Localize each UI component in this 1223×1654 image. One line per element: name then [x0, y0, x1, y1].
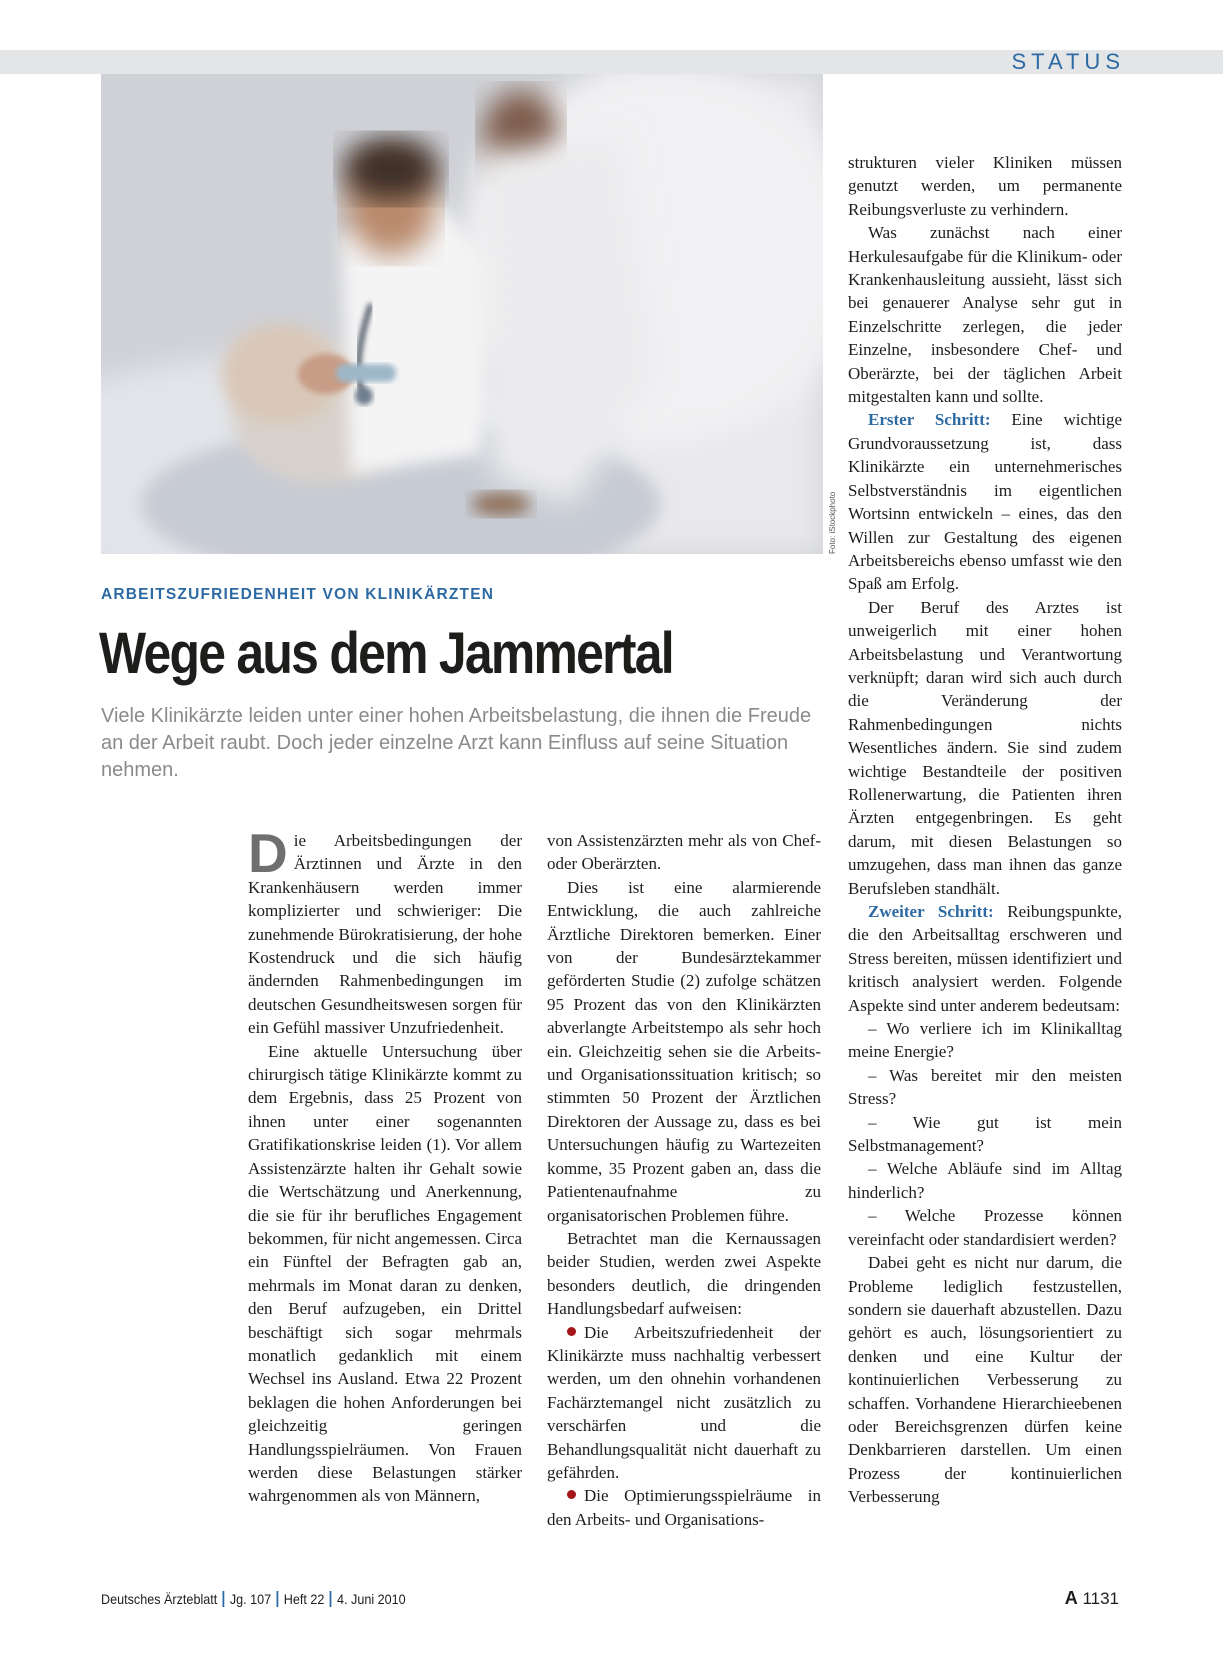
question-item: – Welche Prozesse können vereinfacht oder standardisiert werden?: [848, 1206, 1122, 1249]
paragraph-text: Reibungspunkte, die den Arbeitsalltag erschweren und Stress bereiten, müssen identifiziert und kritisch analysiert werden. Folgende Aspekte sind unter anderem bedeutsam:: [848, 902, 1122, 1015]
journal-volume: Jg. 107: [229, 1591, 272, 1607]
bullet-dot-icon: [567, 1490, 576, 1499]
paragraph: [848, 408, 1122, 595]
paragraph: [248, 822, 522, 1040]
photo-credit: [826, 490, 838, 554]
paragraph: Eine aktuelle Untersuchung über chirurgisch tätige Klinikärzte kommt zu dem Ergebnis, dass 25 Prozent von ihnen unter einer sogenannten Gratifikationskrise leiden (1). Vor allem Assistenzärzte halten ihr Gehalt sowie die Wertschätzung und Anerkennung, die sie für ihr berufliches Engagement bekommen, für nicht angemessen. Circa ein Fünftel der Befragten gab an, mehrmals im Monat daran zu denken, den Beruf aufzugeben, ein Drittel beschäftigt sich sogar mehrmals monatlich gedanklich mit einem Wechsel ins Ausland. Etwa 22 Prozent beklagen die hohen Anforderungen bei gleichzeitig geringen Handlungsspielräumen. Von Frauen werden diese Belastungen stärker wahrgenommen als von Männern,: [248, 1041, 522, 1506]
paragraph: Betrachtet man die Kernaussagen beider Studien, werden zwei Aspekte besonders deutlich, die dringenden Handlungsbedarf aufweisen:: [547, 1228, 821, 1319]
paragraph: strukturen vieler Kliniken müssen genutzt werden, um permanente Reibungsverluste zu verhindern.: [848, 153, 1122, 219]
question-item: – Wo verliere ich im Klinikalltag meine Energie?: [848, 1019, 1122, 1062]
bullet-item: [547, 1321, 821, 1485]
step-label: Erster Schritt:: [868, 410, 991, 430]
article-headline: Wege aus dem Jammertal: [99, 621, 673, 686]
footer-separator: [330, 1591, 332, 1607]
bullet-item: [547, 1484, 821, 1531]
journal-name: Deutsches Ärzteblatt: [101, 1591, 218, 1607]
footer-separator: [223, 1591, 225, 1607]
journal-issue: Heft 22: [283, 1591, 325, 1607]
article-kicker: ARBEITSZUFRIEDENHEIT VON KLINIKÄRZTEN: [101, 586, 495, 603]
paragraph-text: ie Arbeitsbedingungen der Ärztinnen und Ärzte in den Krankenhäusern werden immer komplizierter und schwieriger: Die zunehmende Bürokratisierung, der hohe Kostendruck und die sich häufig ändernden Rahmenbedingungen im deutschen Gesundheitswesen sorgen für ein Gefühl massiver Unzufriedenheit.: [248, 831, 522, 1038]
step-label: Zweiter Schritt:: [868, 902, 994, 921]
page-footer: [101, 1591, 406, 1607]
text-column-1: [248, 822, 522, 1508]
dropcap: D: [248, 822, 288, 884]
question-item: – Was bereitet mir den meisten Stress?: [848, 1065, 1122, 1109]
paragraph: Dabei geht es nicht nur darum, die Probleme lediglich festzustellen, sondern sie dauerhaft abzustellen. Dazu gehört es auch, lösungsorientiert zu denken und eine Kultur der kontinuierlichen Verbesserung zu schaffen. Vorhandene Hierarchieebenen oder Bereichsgrenzen dürfen keine Denkbarrieren darstellen. Um einen Prozess der kontinuierlichen Verbesserung: [848, 1253, 1122, 1507]
paragraph: Was zunächst nach einer Herkulesaufgabe für die Klinikum- oder Krankenhausleitung aussieht, lässt sich bei genauerer Analyse sehr gut in Einzelschritte zerlegen, die jeder Einzelne, insbesondere Chef- und Oberärzte, bei der täglichen Arbeit mitgestalten kann und sollte.: [848, 223, 1122, 407]
paragraph: [848, 900, 1122, 1017]
question-item: – Welche Abläufe sind im Alltag hinderlich?: [848, 1159, 1122, 1202]
page-number: [1065, 1588, 1119, 1609]
text-column-2: [547, 829, 821, 1531]
journal-date: 4. Juni 2010: [337, 1591, 406, 1607]
article-photo: [101, 74, 823, 554]
text-column-3: [848, 151, 1122, 1509]
bullet-dot-icon: [567, 1327, 576, 1336]
footer-separator: [277, 1591, 279, 1607]
photo-illustration: [101, 74, 823, 554]
article-lead: Viele Klinikärzte leiden unter einer hohen Arbeitsbelastung, die ihnen die Freude an der Arbeit raubt. Doch jeder einzelne Arzt kann Einfluss auf seine Situation nehmen.: [101, 705, 812, 781]
paragraph: Der Beruf des Arztes ist unweigerlich mit einer hohen Arbeitsbelastung und Verantwortung verknüpft; daran wird sich auch durch die Veränderung der Rahmenbedingungen nichts Wesentliches ändern. Sie sind zudem wichtige Bestandteile der positiven Rollenerwartung, die Patienten ihren Ärzten entgegenbringen. Es geht darum, mit diesen Belastungen so umzugehen, dass man ihnen das ganze Berufsleben standhält.: [848, 597, 1122, 898]
paragraph-text: Eine wichtige Grundvoraussetzung ist, dass Klinikärzte ein unternehmerisches Selbstverständnis im eigentlichen Wortsinn entwickeln – eines, das den Willen zur Gestaltung des eigenen Arbeitsbereichs ebenso umfasst wie den Spaß am Erfolg.: [848, 410, 1122, 594]
section-label: STATUS: [1011, 49, 1125, 74]
bullet-text: Die Optimierungsspielräume in den Arbeits- und Organisations-: [547, 1486, 821, 1529]
page-number-value: 1131: [1082, 1589, 1119, 1608]
photo-credit-text: Foto: iStockphoto: [828, 491, 837, 554]
question-item: – Wie gut ist mein Selbstmanagement?: [848, 1112, 1122, 1156]
page-prefix: A: [1064, 1588, 1078, 1608]
bullet-text: Die Arbeitszufriedenheit der Klinikärzte muss nachhaltig verbessert werden, um den ohnehin vorhandenen Fachärztemangel nicht zusätzlich zu verschärfen und die Behandlungsqualität nicht dauerhaft zu gefährden.: [547, 1322, 821, 1482]
paragraph: von Assistenzärzten mehr als von Chef- oder Oberärzten.: [547, 831, 821, 874]
paragraph: Dies ist eine alarmierende Entwicklung, die auch zahlreiche Ärztliche Direktoren bemerken. Einer von der Bundesärztekammer geförderten Studie (2) zufolge schätzen 95 Prozent das von den Klinikärzten abverlangte Arbeitstempo als sehr hoch ein. Gleichzeitig sehen sie die Arbeits- und Organisationssituation kritisch; so stimmten 50 Prozent der Ärztlichen Direktoren der Aussage zu, dass es bei Untersuchungen häufig zu Wartezeiten komme, 35 Prozent gaben an, dass die Patientenaufnahme zu organisatorischen Problemen führe.: [547, 877, 821, 1225]
